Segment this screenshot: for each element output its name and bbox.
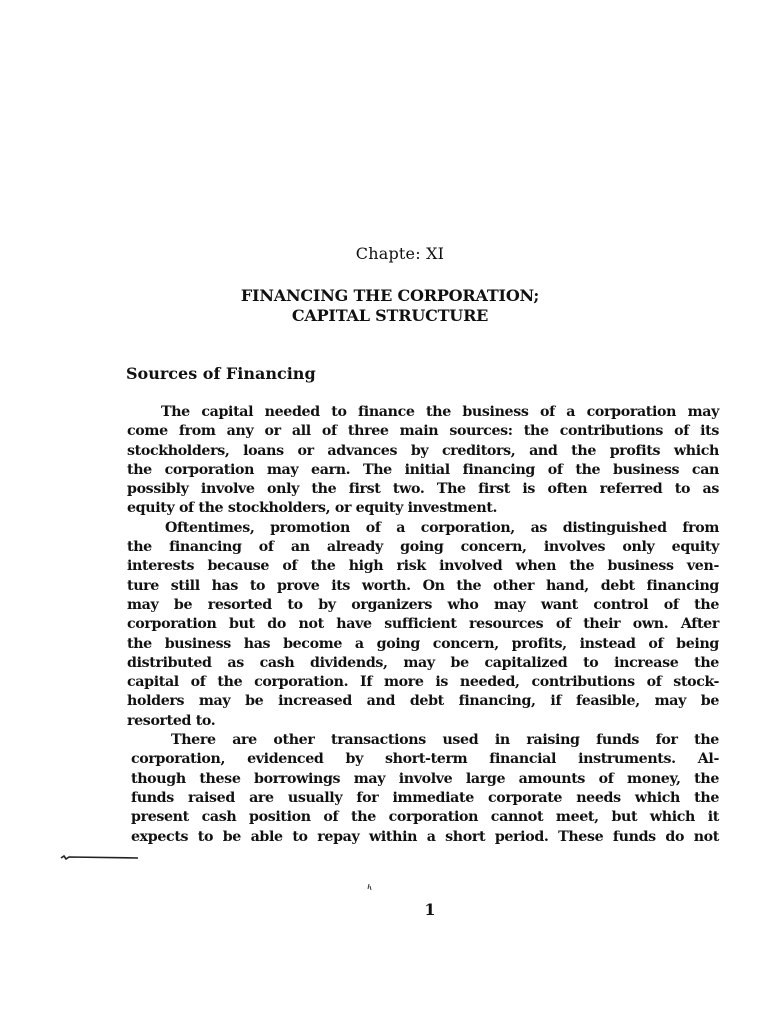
text-line: interests because of the high risk involved when the business ven- xyxy=(127,558,719,575)
text-line: Oftentimes, promotion of a corporation, as distinguished from xyxy=(165,519,719,536)
body-text xyxy=(127,403,719,847)
text-line: may be resorted to by organizers who may want control of the xyxy=(127,596,719,613)
chapter-title-line-1: FINANCING THE CORPORATION; xyxy=(240,286,540,305)
section-heading: Sources of Financing xyxy=(126,364,316,383)
text-line: There are other transactions used in raising funds for the xyxy=(171,732,719,749)
chapter-title-line-2: CAPITAL STRUCTURE xyxy=(291,306,489,325)
text-line: stockholders, loans or advances by creditors, and the profits which xyxy=(127,442,719,459)
page-number: 1 xyxy=(424,900,436,919)
text-line: The capital needed to finance the business of a corporation may xyxy=(161,404,719,420)
scan-speck xyxy=(366,883,372,891)
text-line: come from any or all of three main sources: the contributions of its xyxy=(127,423,719,440)
margin-pen-mark xyxy=(60,855,140,861)
text-line: capital of the corporation. If more is needed, contributions of stock- xyxy=(127,674,719,691)
chapter-title xyxy=(0,286,768,326)
text-line: corporation but do not have sufficient resources of their own. After xyxy=(127,616,719,633)
text-line: equity of the stockholders, or equity investment. xyxy=(127,500,498,517)
text-line: corporation, evidenced by short-term financial instruments. Al- xyxy=(131,751,719,768)
text-line: holders may be increased and debt financing, if feasible, may be xyxy=(127,693,719,710)
text-line: resorted to. xyxy=(127,712,216,729)
text-line: though these borrowings may involve large amounts of money, the xyxy=(131,770,719,787)
text-line: the business has become a going concern, profits, instead of being xyxy=(127,635,719,652)
text-line: present cash position of the corporation cannot meet, but which it xyxy=(131,809,719,826)
text-line: distributed as cash dividends, may be capitalized to increase the xyxy=(127,654,719,671)
text-line: possibly involve only the first two. The first is often referred to as xyxy=(127,481,719,498)
text-line: the financing of an already going concern, involves only equity xyxy=(127,539,719,556)
text-line: the corporation may earn. The initial financing of the business can xyxy=(127,461,719,478)
chapter-heading: Chapte: XI xyxy=(355,244,445,263)
text-line: expects to be able to repay within a short period. These funds do not xyxy=(131,828,719,845)
text-line: ture still has to prove its worth. On the other hand, debt financing xyxy=(127,577,719,594)
text-line: funds raised are usually for immediate corporate needs which the xyxy=(131,789,719,806)
